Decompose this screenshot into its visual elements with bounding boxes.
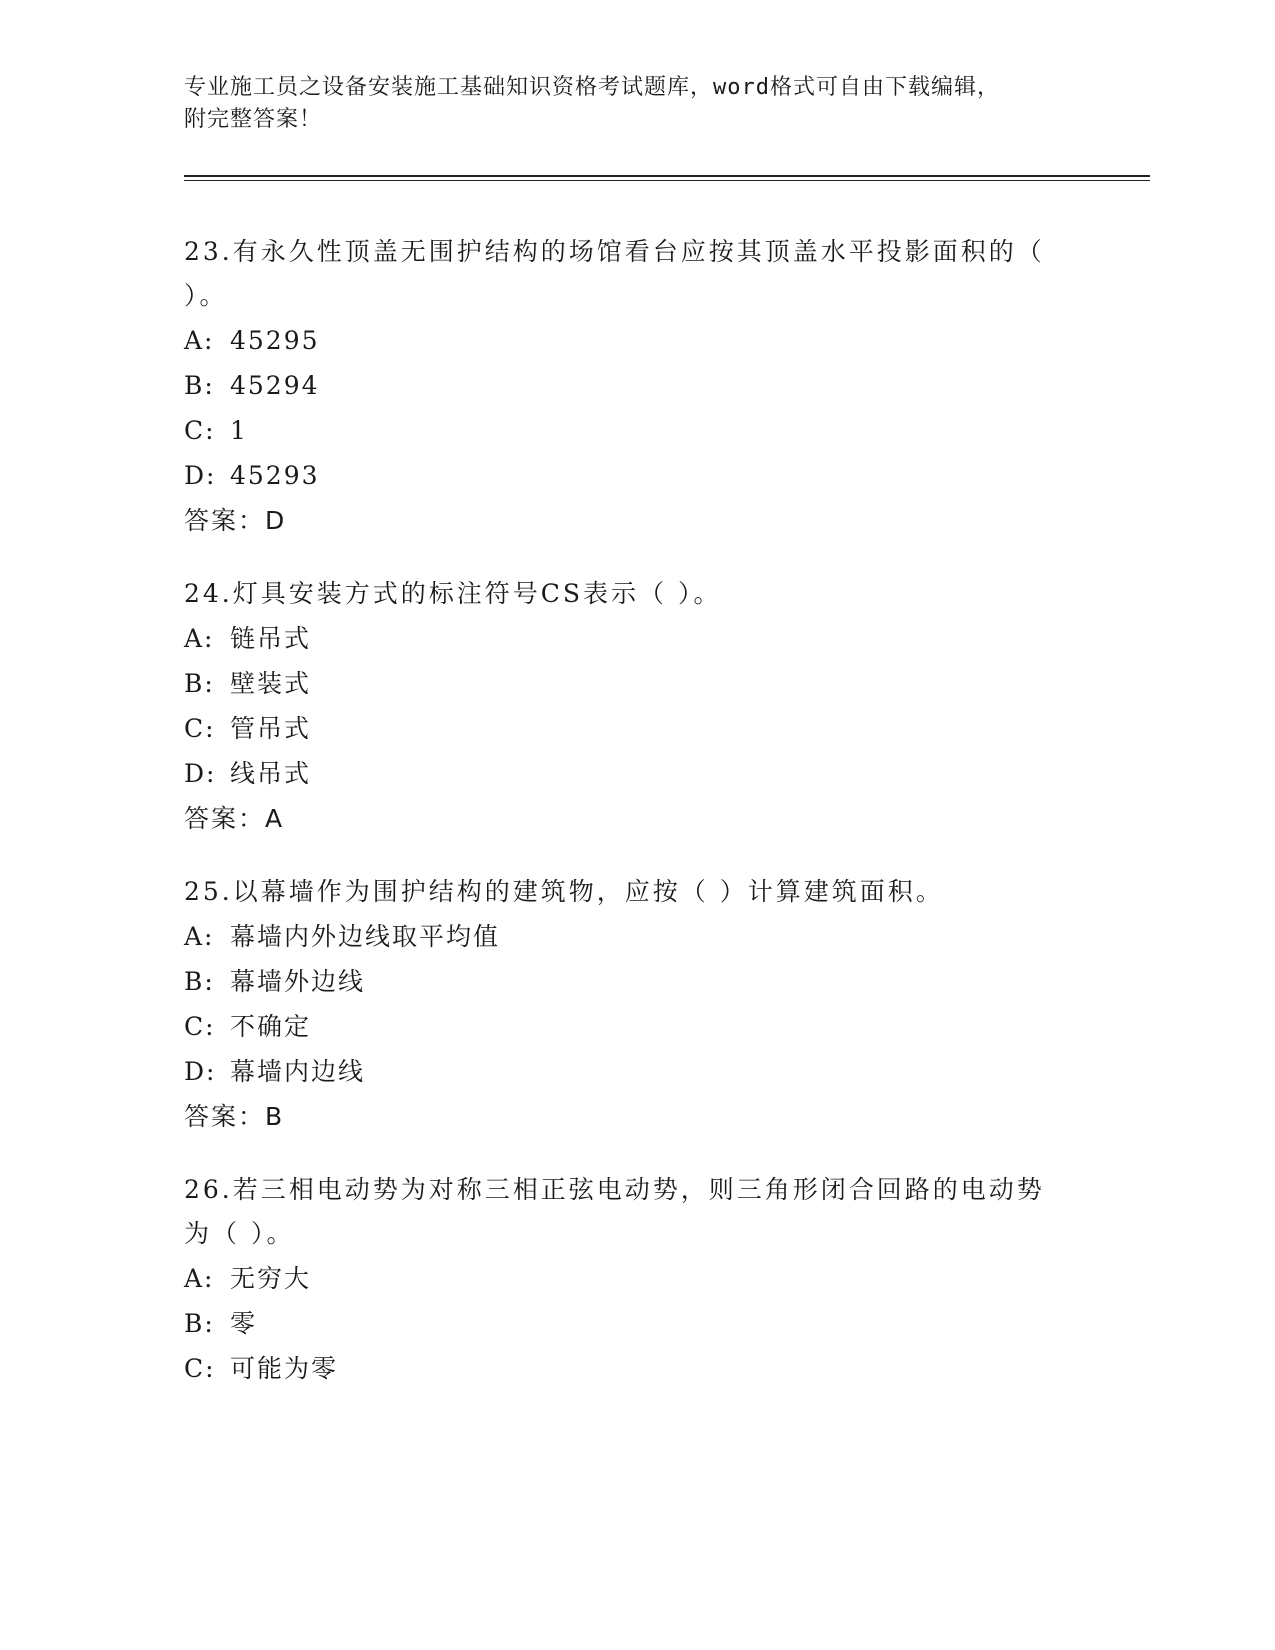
question-24 [184, 572, 1064, 842]
option-d [184, 751, 1064, 796]
option-c [184, 1004, 1064, 1049]
option-b [184, 1301, 1064, 1346]
option-letter: C: [184, 1354, 216, 1383]
option-b [184, 661, 1064, 706]
option-text: 45295 [230, 326, 320, 355]
option-letter: A: [184, 326, 215, 355]
answer-line: 答案：B [184, 1102, 285, 1131]
option-b [184, 959, 1064, 1004]
option-c [184, 1346, 1064, 1391]
option-a [184, 616, 1064, 661]
option-text: 链吊式 [230, 624, 312, 653]
option-letter: A: [184, 624, 215, 653]
question-stem: 23.有永久性顶盖无围护结构的场馆看台应按其顶盖水平投影面积的（ ）。 [184, 237, 1045, 310]
question-stem: 26.若三相电动势为对称三相正弦电动势，则三角形闭合回路的电动势为（ ）。 [184, 1175, 1045, 1248]
question-25 [184, 870, 1064, 1140]
answer-line: 答案：D [184, 506, 287, 535]
header-line-1: 专业施工员之设备安装施工基础知识资格考试题库，word格式可自由下载编辑， [184, 75, 1000, 100]
option-a [184, 914, 1064, 959]
option-letter: C: [184, 714, 216, 743]
option-text: 45294 [230, 371, 320, 400]
question-list [184, 230, 1064, 1419]
option-b [184, 363, 1064, 408]
option-c [184, 706, 1064, 751]
header-line-2: 附完整答案！ [184, 107, 323, 132]
answer-line: 答案：A [184, 804, 285, 833]
option-text: 不确定 [230, 1012, 312, 1041]
option-letter: B: [184, 669, 215, 698]
option-text: 1 [230, 416, 248, 445]
question-stem: 24.灯具安装方式的标注符号CS表示（ ）。 [184, 579, 722, 608]
option-text: 45293 [230, 461, 320, 490]
option-letter: B: [184, 1309, 215, 1338]
question-26 [184, 1168, 1064, 1391]
option-text: 壁装式 [230, 669, 312, 698]
header-divider [184, 175, 1150, 181]
option-text: 零 [230, 1309, 258, 1338]
document-header [184, 72, 1084, 136]
option-d [184, 1049, 1064, 1094]
option-text: 幕墙内外边线取平均值 [230, 922, 501, 951]
option-letter: B: [184, 371, 215, 400]
option-d [184, 453, 1064, 498]
question-stem: 25.以幕墙作为围护结构的建筑物，应按（ ）计算建筑面积。 [184, 877, 944, 906]
option-text: 无穷大 [230, 1264, 312, 1293]
option-letter: A: [184, 1264, 215, 1293]
option-c [184, 408, 1064, 453]
option-text: 线吊式 [230, 759, 312, 788]
option-letter: C: [184, 416, 216, 445]
option-letter: D: [184, 461, 217, 490]
option-a [184, 1256, 1064, 1301]
question-23 [184, 230, 1064, 544]
option-a [184, 318, 1064, 363]
option-text: 可能为零 [230, 1354, 339, 1383]
option-letter: A: [184, 922, 215, 951]
option-letter: D: [184, 759, 217, 788]
option-letter: C: [184, 1012, 216, 1041]
option-text: 幕墙内边线 [230, 1057, 366, 1086]
option-letter: D: [184, 1057, 217, 1086]
option-text: 管吊式 [230, 714, 312, 743]
option-text: 幕墙外边线 [230, 967, 366, 996]
option-letter: B: [184, 967, 215, 996]
